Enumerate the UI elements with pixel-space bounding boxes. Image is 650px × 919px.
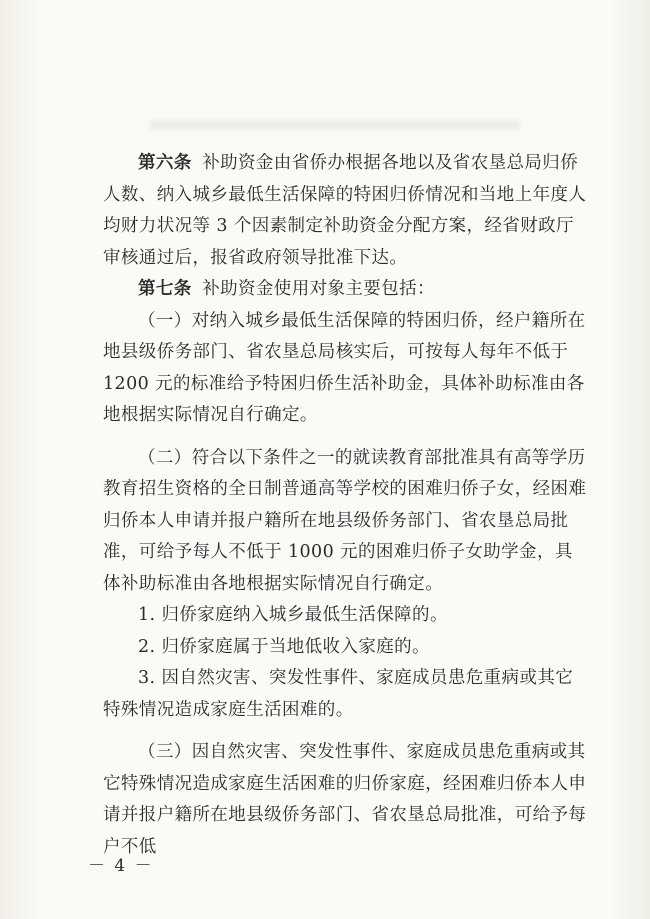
condition-1: 1. 归侨家庭纳入城乡最低生活保障的。 <box>138 605 448 625</box>
article-7-heading: 第七条 <box>138 279 192 299</box>
article-6-heading: 第六条 <box>138 153 192 173</box>
item-2-paragraph: （二）符合以下条件之一的就读教育部批准具有高等学历教育招生资格的全日制普通高等学校的困难归侨子女，经困难归侨本人申请并报户籍所在地县级侨务部门、省农垦总局批准，可给予每人不低于 1000 元的困难归侨子女助学金，具体补助标准由各地根据实际情况自行确定。 <box>103 447 587 594</box>
article-7-text: 补助资金使用对象主要包括： <box>202 279 435 299</box>
item-3-paragraph: （三）因自然灾害、突发性事件、家庭成员患危重病或其它特殊情况造成家庭生活困难的归侨家庭，经困难归侨本人申请并报户籍所在地县级侨务部门、省农垦总局批准，可给予每户不低 <box>103 742 587 857</box>
page-number: － 4 － <box>88 856 154 876</box>
document-body <box>103 148 590 863</box>
item-1-paragraph: （一）对纳入城乡最低生活保障的特困归侨，经户籍所在地县级侨务部门、省农垦总局核实后，可按每人每年不低于 1200 元的标准给予特困归侨生活补助金，具体补助标准由各地根据实际情况自行确定。 <box>103 310 586 425</box>
condition-3: 3. 因自然灾害、突发性事件、家庭成员患危重病或其它特殊情况造成家庭生活困难的。 <box>103 668 574 720</box>
article-6-text: 补助资金由省侨办根据各地以及省农垦总局归侨人数、纳入城乡最低生活保障的特困归侨情况和当地上年度人均财力状况等 3 个因素制定补助资金分配方案，经省财政厅审核通过后，报省政府领导批准下达。 <box>103 153 587 268</box>
article-6-paragraph <box>103 148 590 274</box>
article-7-paragraph <box>103 274 590 306</box>
condition-2: 2. 归侨家庭属于当地低收入家庭的。 <box>138 636 430 657</box>
bleed-through-text <box>150 120 520 130</box>
